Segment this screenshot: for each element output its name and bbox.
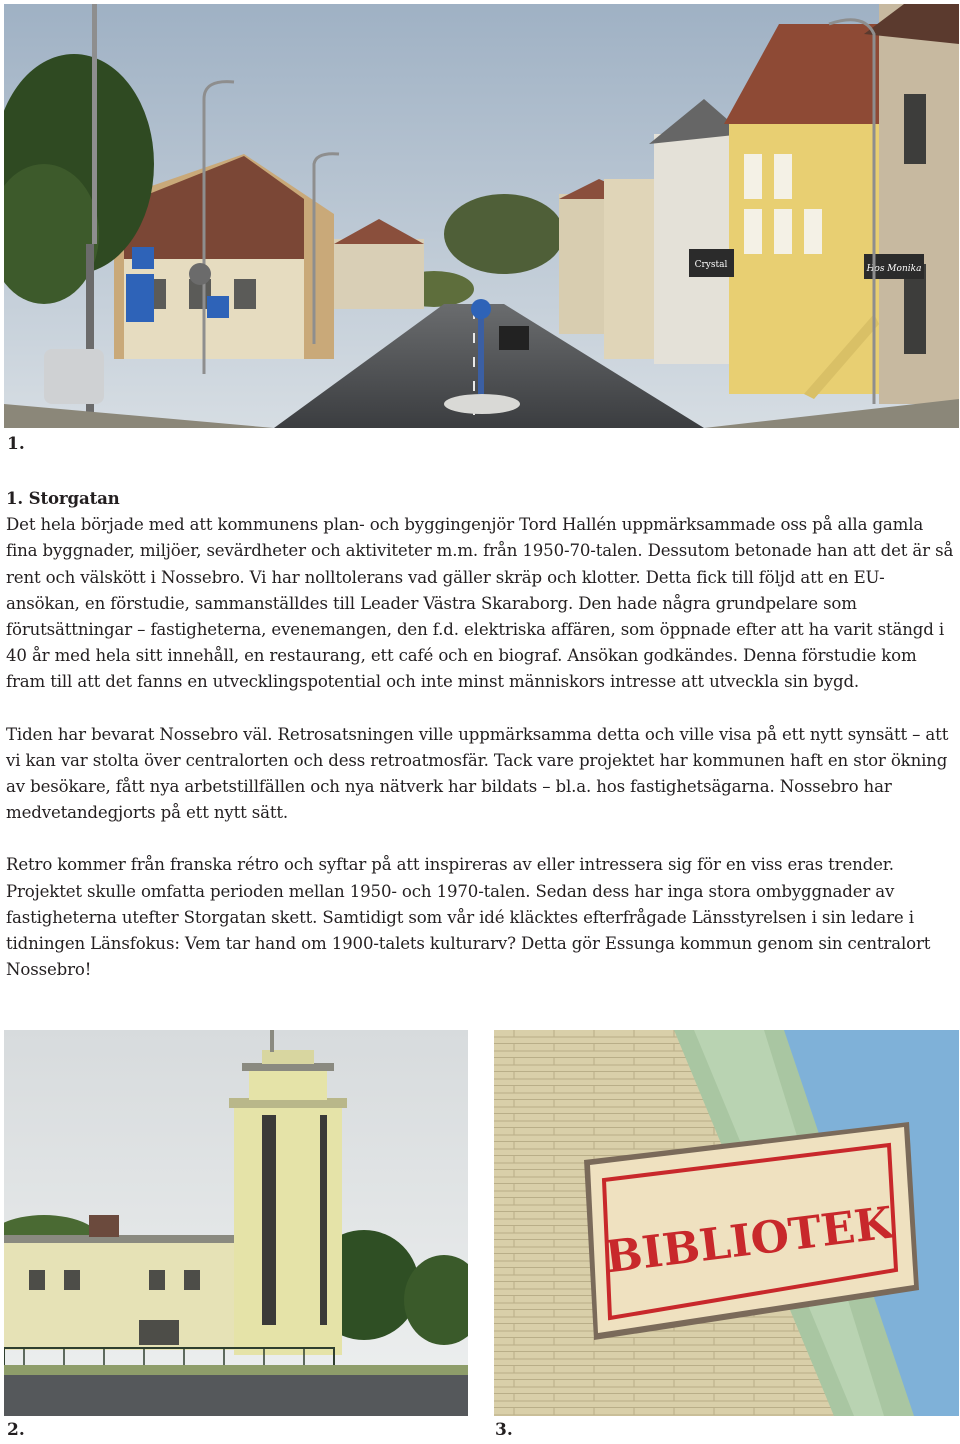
- photo-tower-building: [4, 1030, 468, 1416]
- shop-sign-left: Crystal: [694, 260, 728, 270]
- paragraph-2: Tiden har bevarat Nossebro väl. Retrosatsningen ville uppmärksamma detta och ville visa på ett nytt synsätt – att vi kan var stolta över centralorten och dess retroatmosfär. Tack vare projektet har kommunen haft en stor ökning av besökare, fått nya arbetstillfällen och nya nätverk har bildats – bl.a. hos fastighetsägarna. Nossebro har medvetandegjorts på ett nytt sätt.: [6, 724, 949, 823]
- caption-2: 2.: [7, 1420, 25, 1440]
- caption-1: 1.: [7, 434, 25, 454]
- photo-library-sign: [494, 1030, 959, 1416]
- library-sign-image: [494, 1030, 959, 1416]
- library-sign-text: BIBLIOTEK: [602, 1197, 896, 1284]
- article-heading: 1. Storgatan: [6, 488, 120, 508]
- photo-street-view: [4, 4, 959, 428]
- paragraph-3: Retro kommer från franska rétro och syftar på att inspireras av eller intressera sig för en viss eras trender. Projektet skulle omfatta perioden mellan 1950- och 1970-talen. Sedan dess har inga stora ombyggnader av fastigheterna utefter Storgatan skett. Samtidigt som vår idé kläcktes efterfrågade Länsstyrelsen i sin ledare i tidningen Länsfokus: Vem tar hand om 1900-talets kulturarv? Detta gör Essunga kommun genom sin centralort Nossebro!: [6, 855, 931, 980]
- street-view-image: [4, 4, 959, 428]
- caption-3: 3.: [495, 1420, 513, 1440]
- paragraph-1: Det hela började med att kommunens plan- och byggingenjör Tord Hallén uppmärksammade oss på alla gamla fina byggnader, miljöer, sevärdheter och aktiviteter m.m. från 1950-70-talen. Dessutom betonade han att det är så rent och välskött i Nossebro. Vi har nolltolerans vad gäller skräp och klotter. Detta fick till följd att en EU-ansökan, en förstudie, sammanställdes till Leader Västra Skaraborg. Den hade några grundpelare som förutsättningar – fastigheterna, evenemangen, den f.d. elektriska affären, som öppnade efter att ha varit stängd i 40 år med hela sitt innehåll, en restaurang, ett café och en biograf. Ansökan godkändes. Denna förstudie kom fram till att det fanns en utvecklingspotential och inte minst människors intresse att utveckla sin bygd.: [6, 515, 954, 692]
- tower-building-image: [4, 1030, 468, 1416]
- shop-sign-right: Hos Monika: [866, 264, 922, 274]
- article-body: [6, 485, 954, 983]
